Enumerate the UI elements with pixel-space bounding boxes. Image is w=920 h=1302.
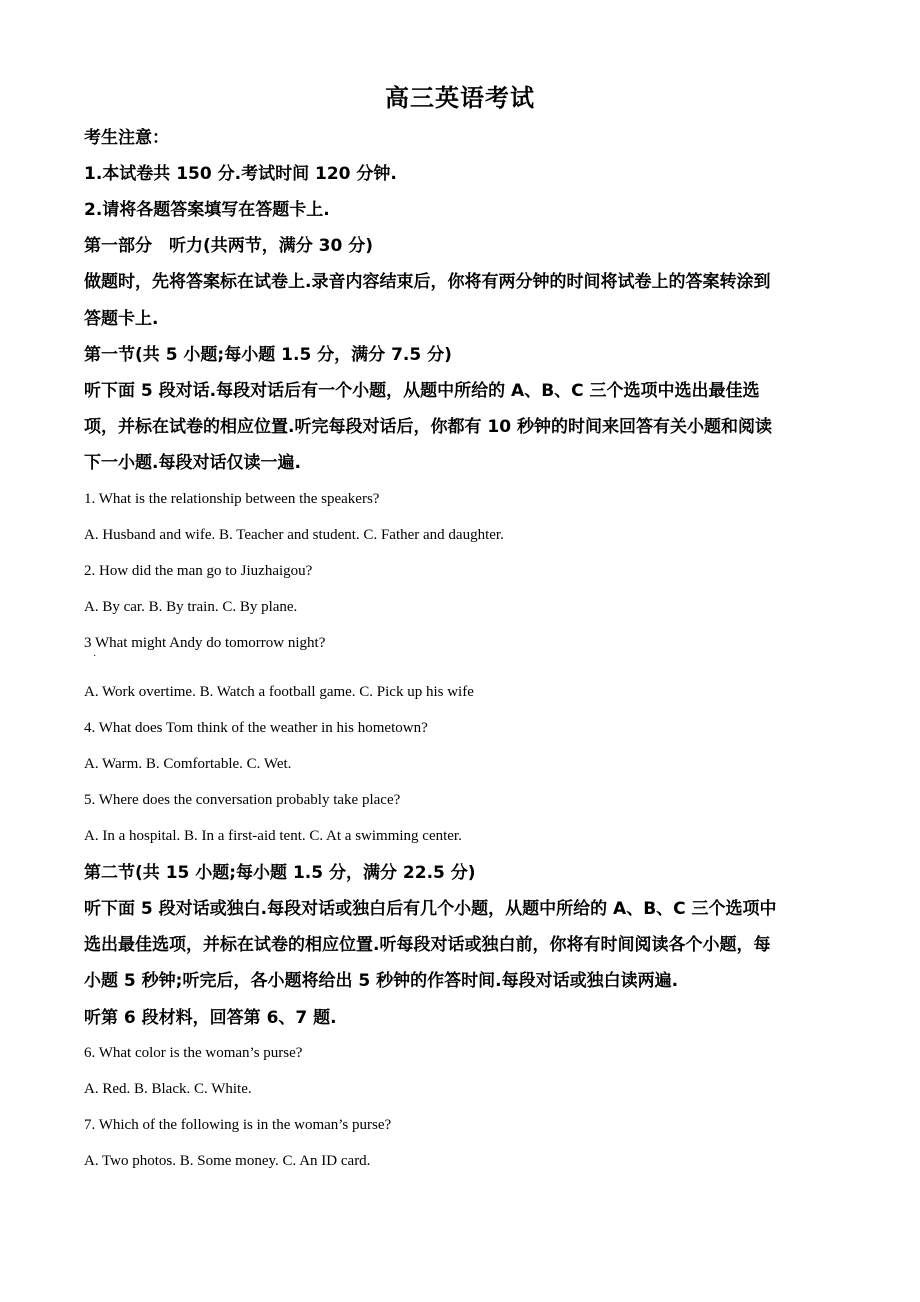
notice-item-1: 1.本试卷共 150 分.考试时间 120 分钟. [84,164,397,184]
section2-instruction-line-3: 小题 5 秒钟;听完后，各小题将给出 5 秒钟的作答时间.每段对话或独白读两遍. [84,971,679,991]
question-5: 5. Where does the conversation probably take place? [84,792,401,808]
question-1: 1. What is the relationship between the speakers? [84,491,380,507]
section1-instruction-line-2: 项，并标在试卷的相应位置.听完每段对话后，你都有 10 秒钟的时间来回答有关小题和阅读 [84,417,772,437]
section1-heading: 第一节(共 5 小题;每小题 1.5 分，满分 7.5 分) [84,345,452,365]
material-6-heading: 听第 6 段材料，回答第 6、7 题. [84,1008,337,1028]
exam-title: 高三英语考试 [385,84,535,112]
section2-instruction-line-1: 听下面 5 段对话或独白.每段对话或独白后有几个小题，从题中所给的 A、B、C 三个选项中 [84,899,777,919]
notice-heading: 考生注意： [84,128,169,148]
question-4-options: A. Warm. B. Comfortable. C. Wet. [84,756,292,772]
part1-instruction-line-2: 答题卡上. [84,309,159,329]
notice-item-2: 2.请将各题答案填写在答题卡上. [84,200,330,220]
part1-heading: 第一部分 听力(共两节，满分 30 分) [84,236,374,256]
question-4: 4. What does Tom think of the weather in his hometown? [84,720,428,736]
question-7: 7. Which of the following is in the woman’s purse? [84,1117,392,1133]
question-7-options: A. Two photos. B. Some money. C. An ID card. [84,1153,371,1169]
stray-dot-mark: · [93,651,97,662]
question-6: 6. What color is the woman’s purse? [84,1045,303,1061]
question-5-options: A. In a hospital. B. In a first-aid tent. C. At a swimming center. [84,828,462,844]
question-2-options: A. By car. B. By train. C. By plane. [84,599,298,615]
question-3-options: A. Work overtime. B. Watch a football game. C. Pick up his wife [84,684,474,700]
section2-heading: 第二节(共 15 小题;每小题 1.5 分，满分 22.5 分) [84,863,476,883]
question-2: 2. How did the man go to Jiuzhaigou? [84,563,313,579]
section1-instruction-line-3: 下一小题.每段对话仅读一遍. [84,453,301,473]
question-1-options: A. Husband and wife. B. Teacher and student. C. Father and daughter. [84,527,504,543]
section2-instruction-line-2: 选出最佳选项，并标在试卷的相应位置.听每段对话或独白前，你将有时间阅读各个小题，每 [84,935,771,955]
section1-instruction-line-1: 听下面 5 段对话.每段对话后有一个小题，从题中所给的 A、B、C 三个选项中选出最佳选 [84,381,760,401]
part1-instruction-line-1: 做题时，先将答案标在试卷上.录音内容结束后，你将有两分钟的时间将试卷上的答案转涂到 [84,272,771,292]
question-3: 3 What might Andy do tomorrow night? [84,635,326,651]
question-6-options: A. Red. B. Black. C. White. [84,1081,252,1097]
